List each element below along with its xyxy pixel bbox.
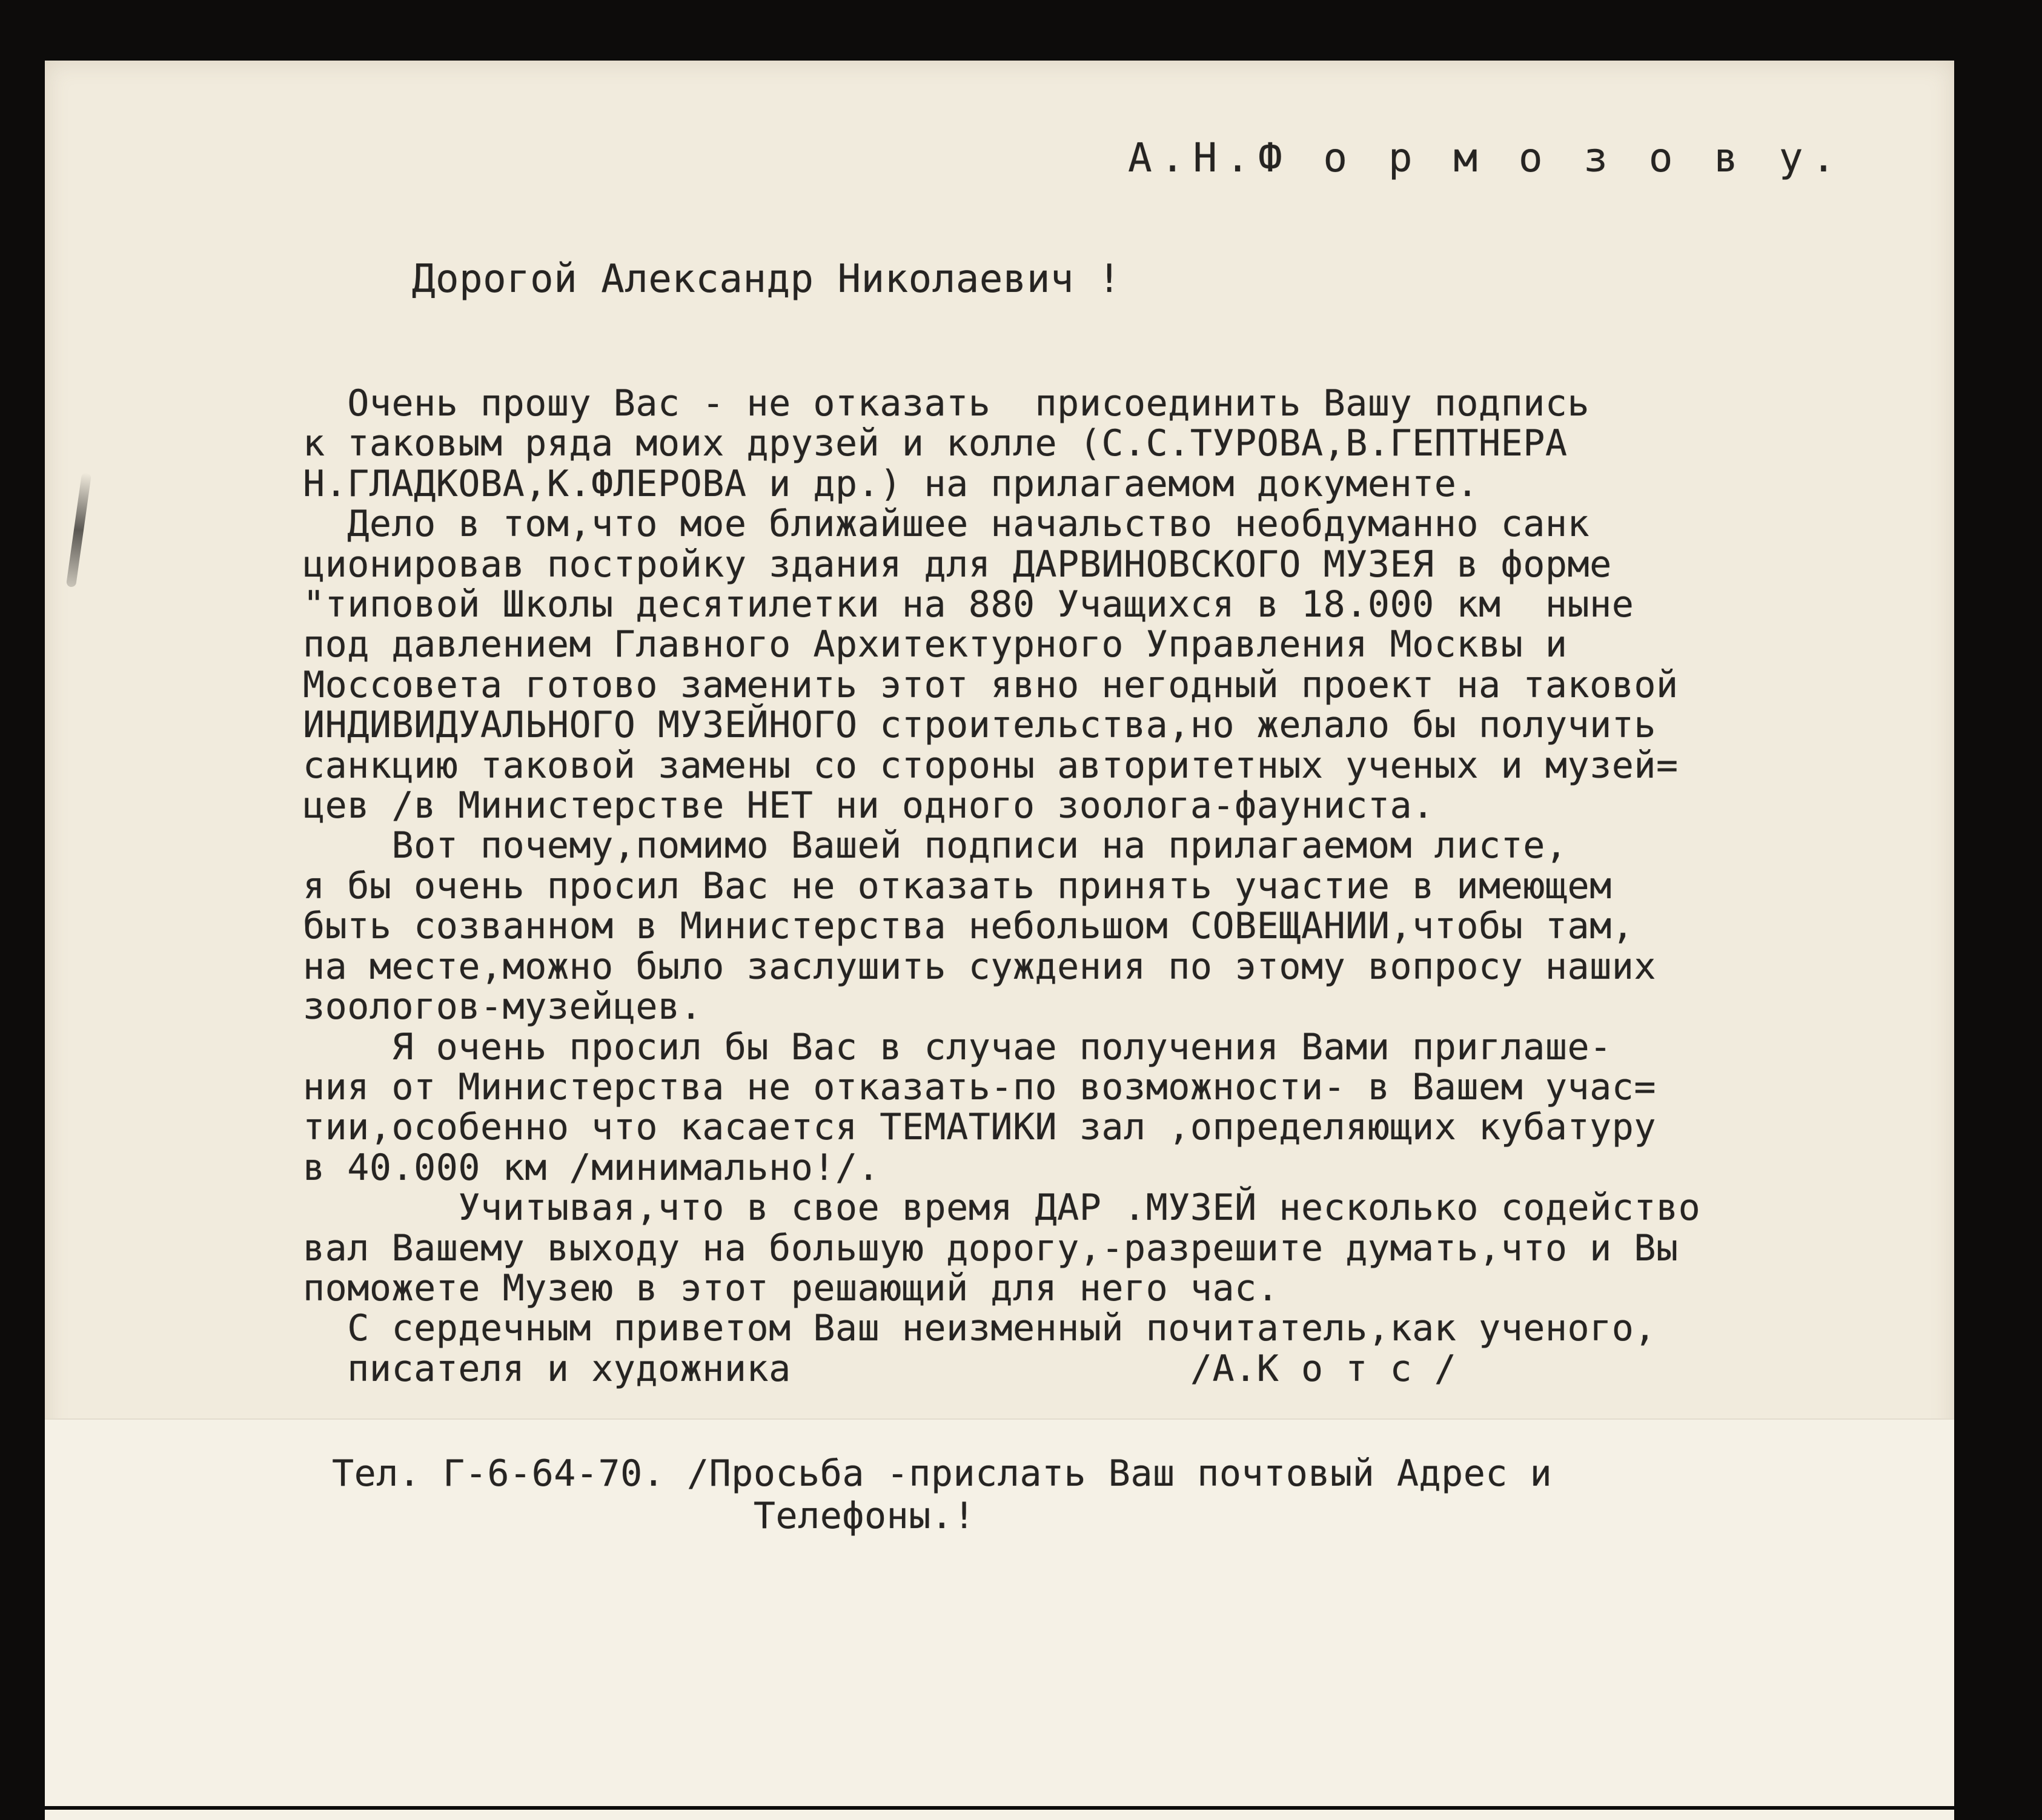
letter-line: под давлением Главного Архитектурного Управления Москвы и xyxy=(303,623,1568,666)
letter-line: писателя и художника /А.К о т с / xyxy=(303,1347,1457,1390)
letter-line: ния от Министерства не отказать-по возможности- в Вашем учас= xyxy=(303,1065,1657,1108)
letter-line: ИНДИВИДУАЛЬНОГО МУЗЕЙНОГО строительства,но желало бы получить xyxy=(303,704,1657,747)
letter-body xyxy=(303,383,1700,1389)
letter-line: Дело в том,что мое ближайшее начальство необдуманно санк xyxy=(303,503,1590,546)
letter-line: тии,особенно что касается ТЕМАТИКИ зал ,определяющих кубатуру xyxy=(303,1106,1657,1149)
letter-line: санкцию таковой замены со стороны авторитетных ученых и музей= xyxy=(303,744,1679,787)
letter-line: Очень прошу Вас - не отказать присоединить Вашу подпись xyxy=(303,382,1590,425)
letter-line: Учитывая,что в свое время ДАР .МУЗЕЙ несколько содейство xyxy=(303,1186,1701,1229)
letter-line: ционировав постройку здания для ДАРВИНОВСКОГО МУЗЕЯ в форме xyxy=(303,543,1612,586)
letter-line: Н.ГЛАДКОВА,К.ФЛЕРОВА и др.) на прилагаемом документе. xyxy=(303,462,1479,505)
letter-footer xyxy=(332,1452,1552,1537)
addressee-line: А.Н.Ф о р м о з о в у. xyxy=(1128,134,1845,181)
footer-line: Тел. Г-6-64-70. /Просьба -прислать Ваш почтовый Адрес и xyxy=(332,1452,1553,1495)
letter-line: зоологов-музейцев. xyxy=(303,985,703,1028)
letter-line: Моссовета готово заменить этот явно негодный проект на таковой xyxy=(303,663,1679,706)
scan-border xyxy=(0,1806,2042,1810)
letter-line: на месте,можно было заслушить суждения по этому вопросу наших xyxy=(303,945,1657,988)
letter-line: Я очень просил бы Вас в случае получения Вами приглаше- xyxy=(303,1025,1612,1068)
salutation: Дорогой Александр Николаевич ! xyxy=(412,257,1121,302)
letter-line: "типовой Школы десятилетки на 880 Учащихся в 18.000 км ныне xyxy=(303,583,1634,626)
letter-line: к таковым ряда моих друзей и колле (С.С.ТУРОВА,В.ГЕПТНЕРА xyxy=(303,422,1568,465)
letter-line: быть созванном в Министерства небольшом СОВЕЩАНИИ,чтобы там, xyxy=(303,905,1634,948)
letter-line: С сердечным приветом Ваш неизменный почитатель,как ученого, xyxy=(303,1307,1657,1350)
letter-line: цев /в Министерстве НЕТ ни одного зоолога-фауниста. xyxy=(303,784,1434,827)
letter-line: я бы очень просил Вас не отказать принять участие в имеющем xyxy=(303,864,1612,907)
letter-line: вал Вашему выходу на большую дорогу,-разрешите думать,что и Вы xyxy=(303,1226,1679,1269)
letter-line: Вот почему,помимо Вашей подписи на прилагаемом листе, xyxy=(303,824,1568,867)
letter-line: поможете Музею в этот решающий для него час. xyxy=(303,1266,1279,1309)
footer-line: Телефоны.! xyxy=(332,1495,976,1537)
letter-line: в 40.000 км /минимально!/. xyxy=(303,1146,880,1189)
